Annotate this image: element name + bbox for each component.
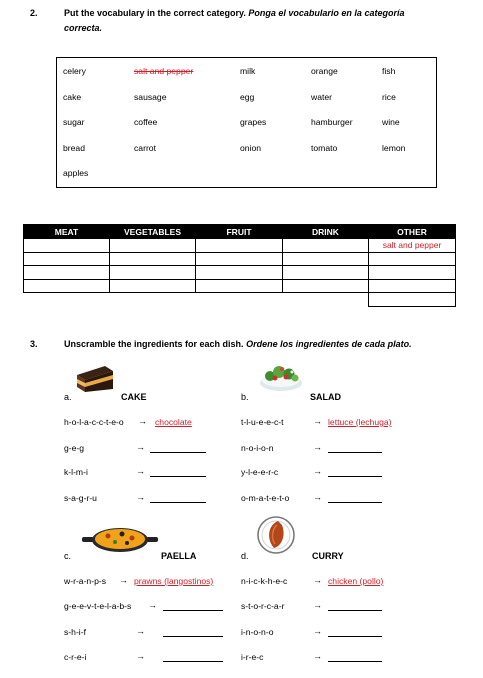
arrow-icon: →	[313, 442, 322, 452]
q2-instruction-es-line2: correcta.	[64, 23, 103, 33]
arrow-icon: →	[313, 575, 322, 585]
dish-d-scrambled: s-t-o-r-c-a-r	[241, 601, 285, 611]
meat-cell[interactable]	[24, 266, 110, 280]
dish-d-scrambled: n-i-c-k-h-e-c	[241, 576, 288, 586]
dish-d-answer: chicken (pollo)	[328, 576, 384, 586]
vocab-word: carrot	[134, 143, 156, 153]
dish-b-scrambled: y-l-e-e-r-c	[241, 467, 279, 477]
vocab-word: rice	[382, 92, 396, 102]
vocab-word: celery	[63, 66, 86, 76]
arrow-icon: →	[313, 600, 322, 610]
vegetables-cell[interactable]	[110, 266, 196, 280]
dish-c-answer-blank[interactable]	[163, 661, 223, 662]
dish-a-scrambled: g-e-g	[64, 443, 85, 453]
arrow-icon: →	[136, 442, 145, 452]
arrow-icon: →	[136, 651, 145, 661]
vocab-word: onion	[240, 143, 262, 153]
dish-d-letter: d.	[241, 551, 249, 561]
arrow-icon: →	[148, 600, 157, 610]
header-meat: MEAT	[24, 225, 110, 239]
drink-cell[interactable]	[283, 252, 369, 266]
arrow-icon: →	[313, 466, 322, 476]
dish-c-scrambled: c-r-e-i	[64, 652, 87, 662]
vocabulary-box	[56, 57, 437, 188]
fruit-cell[interactable]	[196, 239, 283, 253]
vocab-word: tomato	[311, 143, 338, 153]
drink-cell[interactable]	[283, 279, 369, 293]
vocab-word: wine	[382, 117, 400, 127]
other-cell-example: salt and pepper	[369, 239, 456, 253]
drink-cell[interactable]	[283, 239, 369, 253]
vocab-word: fish	[382, 66, 396, 76]
vocab-word: cake	[63, 92, 82, 102]
vocab-word: bread	[63, 143, 85, 153]
vocab-word: coffee	[134, 117, 158, 127]
q3-instruction	[64, 339, 412, 349]
meat-cell[interactable]	[24, 279, 110, 293]
dish-d-answer-blank[interactable]	[328, 636, 382, 637]
header-fruit: FRUIT	[196, 225, 283, 239]
header-other: OTHER	[369, 225, 456, 239]
meat-cell[interactable]	[24, 239, 110, 253]
curry-image	[256, 515, 296, 555]
vocab-word: sugar	[63, 117, 85, 127]
dish-d-answer-blank[interactable]	[328, 610, 382, 611]
fruit-cell[interactable]	[196, 279, 283, 293]
arrow-icon: →	[136, 466, 145, 476]
q3-instruction-es: Ordene los ingredientes de cada plato.	[246, 339, 412, 349]
dish-a-title: CAKE	[121, 392, 147, 402]
dish-c-letter: c.	[64, 551, 72, 561]
salad-image	[257, 361, 305, 393]
arrow-icon: →	[119, 575, 128, 585]
dish-b-scrambled: n-o-i-o-n	[241, 443, 274, 453]
dish-d-scrambled: i-r-e-c	[241, 652, 264, 662]
dish-b-answer: lettuce (lechuga)	[328, 417, 392, 427]
cake-image	[75, 363, 115, 393]
table-spacer	[24, 293, 110, 307]
dish-b-title: SALAD	[310, 392, 341, 402]
drink-cell[interactable]	[283, 266, 369, 280]
table-spacer	[283, 293, 369, 307]
dish-b-scrambled: o-m-a-t-e-t-o	[241, 493, 290, 503]
dish-a-scrambled: s-a-g-r-u	[64, 493, 97, 503]
dish-d-answer-blank[interactable]	[328, 661, 382, 662]
other-cell[interactable]	[369, 279, 456, 293]
dish-a-scrambled: h-o-l-a-c-c-t-e-o	[64, 417, 124, 427]
table-spacer	[196, 293, 283, 307]
dish-c-scrambled: g-e-e-v-t-e-l-a-b-s	[64, 601, 132, 611]
vocab-word: egg	[240, 92, 255, 102]
dish-b-answer-blank[interactable]	[328, 452, 382, 453]
q3-number: 3.	[30, 339, 38, 349]
other-cell[interactable]	[369, 252, 456, 266]
arrow-icon: →	[313, 651, 322, 661]
header-drink: DRINK	[283, 225, 369, 239]
dish-b-answer-blank[interactable]	[328, 502, 382, 503]
q2-instruction	[64, 8, 404, 18]
q2-number: 2.	[30, 8, 38, 18]
other-cell[interactable]	[369, 266, 456, 280]
category-table	[23, 224, 456, 307]
dish-a-answer: chocolate	[155, 417, 192, 427]
dish-c-answer-blank[interactable]	[163, 636, 223, 637]
arrow-icon: →	[313, 416, 322, 426]
dish-a-answer-blank[interactable]	[150, 476, 206, 477]
q3-instruction-en: Unscramble the ingredients for each dish.	[64, 339, 244, 349]
dish-c-answer: prawns (langostinos)	[134, 576, 214, 586]
dish-a-answer-blank[interactable]	[150, 502, 206, 503]
vocab-word: hamburger	[311, 117, 353, 127]
q2-instruction-es: Ponga el vocabulario en la categoría	[248, 8, 405, 18]
arrow-icon: →	[138, 416, 147, 426]
dish-c-answer-blank[interactable]	[163, 610, 223, 611]
meat-cell[interactable]	[24, 252, 110, 266]
vocab-word: lemon	[382, 143, 406, 153]
vocab-word: sausage	[134, 92, 167, 102]
dish-b-letter: b.	[241, 392, 249, 402]
dish-b-answer-blank[interactable]	[328, 476, 382, 477]
arrow-icon: →	[136, 492, 145, 502]
table-spacer	[110, 293, 196, 307]
fruit-cell[interactable]	[196, 266, 283, 280]
other-cell[interactable]	[369, 293, 456, 307]
arrow-icon: →	[136, 626, 145, 636]
dish-c-scrambled: w-r-a-n-p-s	[64, 576, 107, 586]
dish-c-title: PAELLA	[161, 551, 197, 561]
header-vegetables: VEGETABLES	[110, 225, 196, 239]
vegetables-cell[interactable]	[110, 279, 196, 293]
vegetables-cell[interactable]	[110, 252, 196, 266]
paella-image	[82, 525, 158, 555]
arrow-icon: →	[313, 626, 322, 636]
vegetables-cell[interactable]	[110, 239, 196, 253]
vocab-word: orange	[311, 66, 338, 76]
dish-d-title: CURRY	[312, 551, 344, 561]
vocab-word-crossed: salt and pepper	[134, 66, 194, 76]
vocab-word: grapes	[240, 117, 267, 127]
dish-a-answer-blank[interactable]	[150, 452, 206, 453]
vocab-word: milk	[240, 66, 256, 76]
q2-instruction-en: Put the vocabulary in the correct category.	[64, 8, 246, 18]
dish-a-scrambled: k-l-m-i	[64, 467, 88, 477]
fruit-cell[interactable]	[196, 252, 283, 266]
dish-a-letter: a.	[64, 392, 72, 402]
dish-d-scrambled: i-n-o-n-o	[241, 627, 274, 637]
dish-c-scrambled: s-h-i-f	[64, 627, 86, 637]
vocab-word: water	[311, 92, 333, 102]
arrow-icon: →	[313, 492, 322, 502]
vocab-word: apples	[63, 168, 89, 178]
dish-b-scrambled: t-l-u-e-e-c-t	[241, 417, 284, 427]
